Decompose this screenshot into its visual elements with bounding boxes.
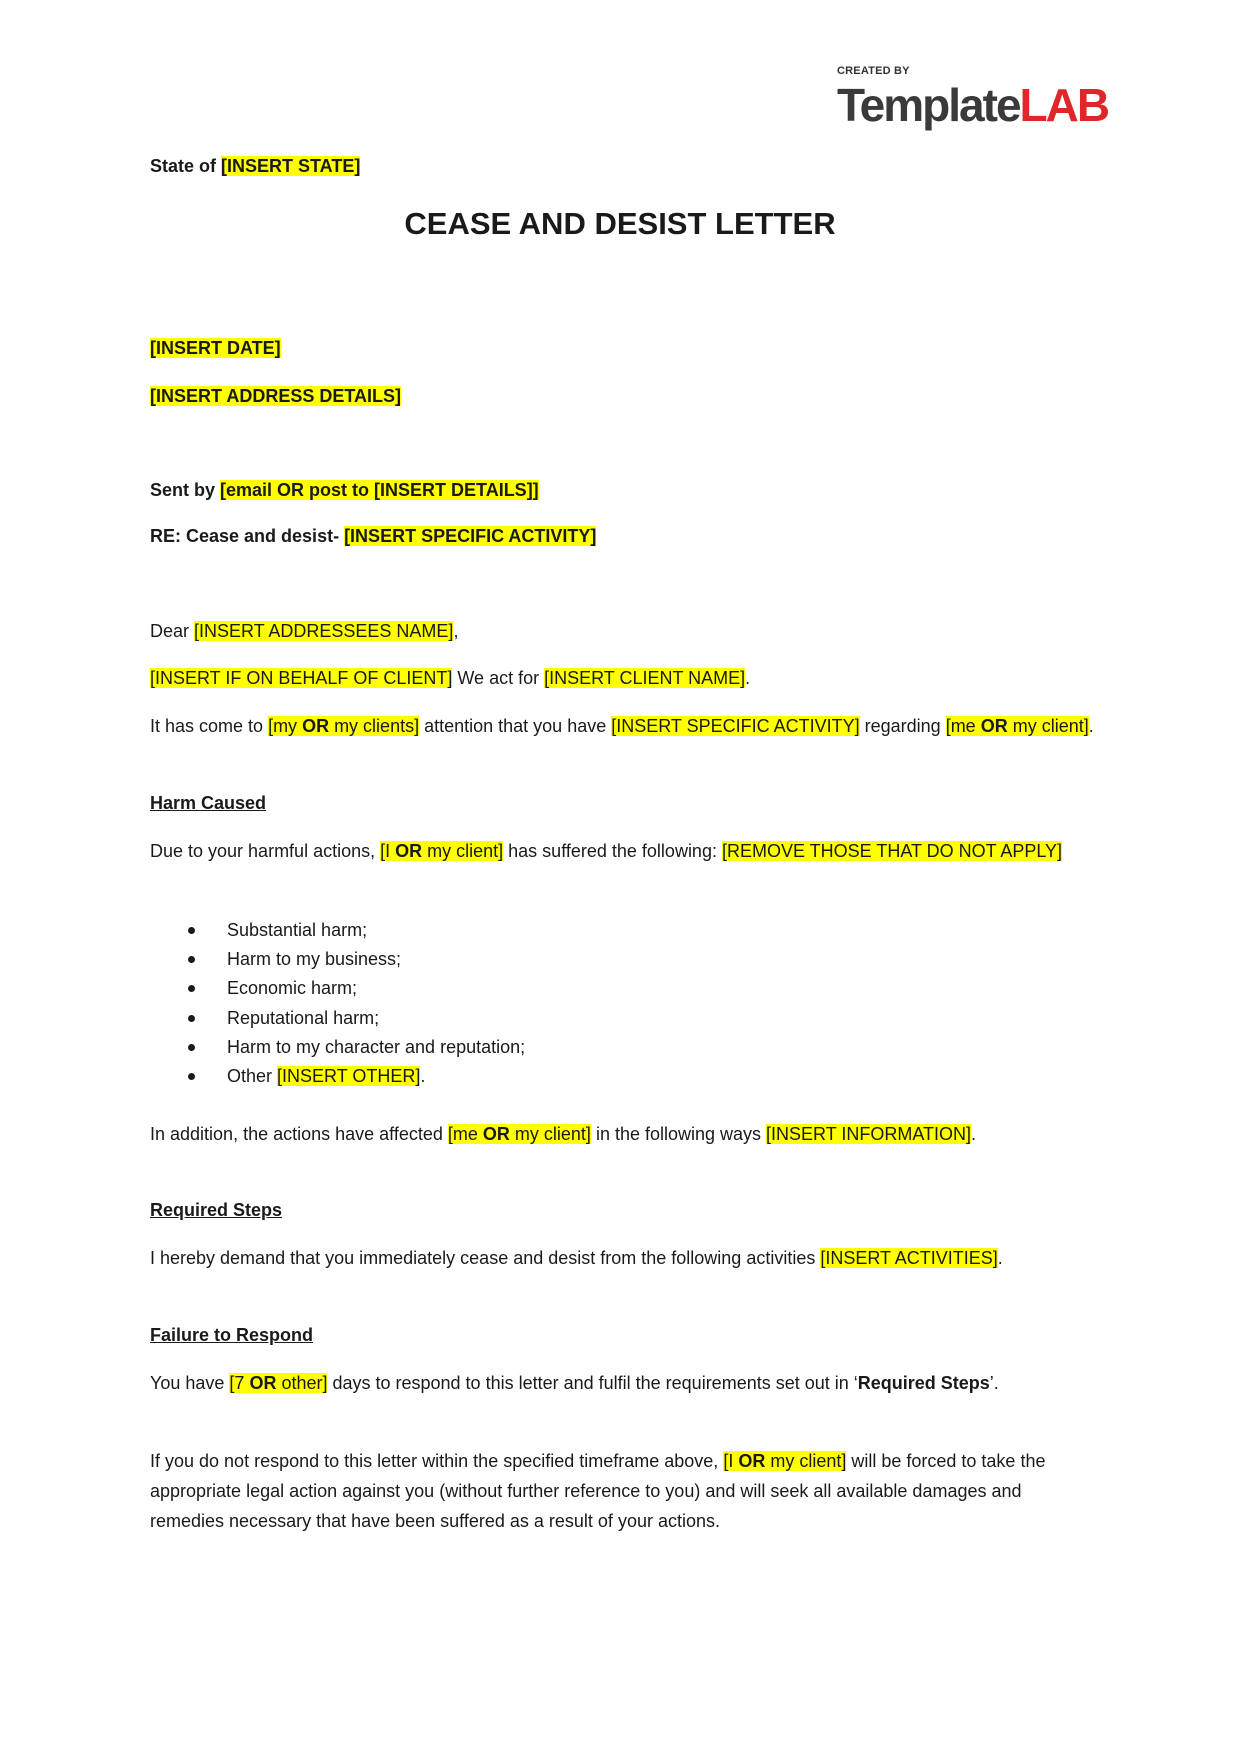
text: my client] — [422, 841, 504, 861]
sent-by-line — [150, 475, 1100, 505]
address-line — [150, 381, 1100, 411]
text: OR — [980, 716, 1008, 736]
placeholder — [229, 1373, 327, 1393]
text: I hereby demand that you immediately cease and desist from the following activities — [150, 1248, 821, 1268]
state-line — [150, 151, 1100, 181]
sent-by-label: Sent by — [150, 480, 221, 500]
text: Required Steps — [857, 1373, 990, 1393]
due-paragraph — [150, 836, 1100, 866]
text: Other — [227, 1066, 278, 1086]
text: [me — [447, 1124, 483, 1144]
failure-heading: Failure to Respond — [150, 1325, 314, 1345]
bullet-icon — [188, 1044, 195, 1051]
text: OR — [249, 1373, 277, 1393]
text: Dear — [150, 621, 195, 641]
remove-placeholder: [REMOVE THOSE THAT DO NOT APPLY] — [721, 841, 1063, 861]
text: my client] — [765, 1451, 847, 1471]
text: [I — [723, 1451, 739, 1471]
addition-paragraph — [150, 1119, 1100, 1149]
text: You have — [150, 1373, 230, 1393]
text: regarding — [859, 716, 946, 736]
state-placeholder: [INSERT STATE] — [221, 156, 361, 176]
templatelab-logo — [837, 64, 1108, 132]
re-line — [150, 521, 1100, 551]
bullet-icon — [188, 956, 195, 963]
behalf-paragraph — [150, 663, 1100, 693]
consequence-paragraph — [150, 1446, 1100, 1536]
text: ’. — [989, 1373, 999, 1393]
bullet-icon — [188, 927, 195, 934]
text: my client] — [1007, 716, 1089, 736]
text: . — [997, 1248, 1003, 1268]
text: In addition, the actions have affected — [150, 1124, 448, 1144]
placeholder — [946, 716, 1089, 736]
required-steps-heading: Required Steps — [150, 1200, 283, 1220]
placeholder — [268, 716, 419, 736]
text: Due to your harmful actions, — [150, 841, 381, 861]
date-line — [150, 333, 1100, 363]
list-item-text — [227, 1063, 425, 1089]
text: has suffered the following: — [503, 841, 722, 861]
activities-placeholder: [INSERT ACTIVITIES] — [820, 1248, 998, 1268]
list-item-text: Economic harm; — [227, 978, 358, 998]
text: attention that you have — [419, 716, 612, 736]
text: OR — [482, 1124, 510, 1144]
text: OR — [395, 841, 423, 861]
attention-paragraph — [150, 711, 1100, 741]
demand-paragraph — [150, 1243, 1100, 1273]
salutation — [150, 616, 1100, 646]
text: [me — [945, 716, 981, 736]
text: . — [420, 1066, 426, 1086]
logo-lab: LAB — [1019, 79, 1109, 131]
text: in the following ways — [590, 1124, 767, 1144]
text: [I — [380, 841, 396, 861]
deadline-paragraph — [150, 1368, 1100, 1398]
text: days to respond to this letter and fulfil the requirements set out in ‘ — [327, 1373, 858, 1393]
text: We act for — [452, 668, 545, 688]
text: my client] — [509, 1124, 591, 1144]
behalf-placeholder: [INSERT IF ON BEHALF OF CLIENT] — [150, 668, 453, 688]
date-placeholder: [INSERT DATE] — [150, 338, 281, 358]
address-placeholder: [INSERT ADDRESS DETAILS] — [150, 386, 402, 406]
text: [7 — [229, 1373, 250, 1393]
text: . — [1088, 716, 1094, 736]
text: [my — [268, 716, 303, 736]
text: OR — [302, 716, 330, 736]
text: OR — [738, 1451, 766, 1471]
text: It has come to — [150, 716, 269, 736]
text: will be forced to take the appropriate legal action against you (without further reference to you) and will seek all available damages and remedies necessary that have been suffered as a result of your actions. — [150, 1451, 1046, 1531]
bullet-icon — [188, 1073, 195, 1080]
text: my clients] — [329, 716, 420, 736]
list-item-text: Harm to my business; — [227, 949, 402, 969]
logo-created-by: CREATED BY — [837, 65, 910, 77]
list-item-text: Substantial harm; — [227, 920, 368, 940]
text: other] — [276, 1373, 328, 1393]
page-title: CEASE AND DESIST LETTER — [404, 206, 836, 241]
list-item-text: Harm to my character and reputation; — [227, 1037, 526, 1057]
activity-placeholder: [INSERT SPECIFIC ACTIVITY] — [611, 716, 860, 736]
text: If you do not respond to this letter within the specified timeframe above, — [150, 1451, 724, 1471]
list-item-text: Reputational harm; — [227, 1008, 380, 1028]
other-placeholder: [INSERT OTHER] — [277, 1066, 421, 1086]
client-name-placeholder: [INSERT CLIENT NAME] — [544, 668, 746, 688]
text: . — [971, 1124, 977, 1144]
placeholder — [448, 1124, 591, 1144]
addressee-placeholder: [INSERT ADDRESSEES NAME] — [194, 621, 454, 641]
bullet-icon — [188, 1015, 195, 1022]
text: . — [745, 668, 751, 688]
re-label: RE: Cease and desist- — [150, 526, 345, 546]
bullet-icon — [188, 985, 195, 992]
sent-by-placeholder: [email OR post to [INSERT DETAILS]] — [220, 480, 539, 500]
harm-caused-heading: Harm Caused — [150, 793, 267, 813]
placeholder — [380, 841, 503, 861]
re-placeholder: [INSERT SPECIFIC ACTIVITY] — [344, 526, 597, 546]
placeholder — [723, 1451, 846, 1471]
text: , — [453, 621, 459, 641]
logo-template: Template — [837, 79, 1020, 131]
logo-wordmark — [837, 78, 1108, 132]
information-placeholder: [INSERT INFORMATION] — [766, 1124, 972, 1144]
state-label: State of — [150, 156, 222, 176]
